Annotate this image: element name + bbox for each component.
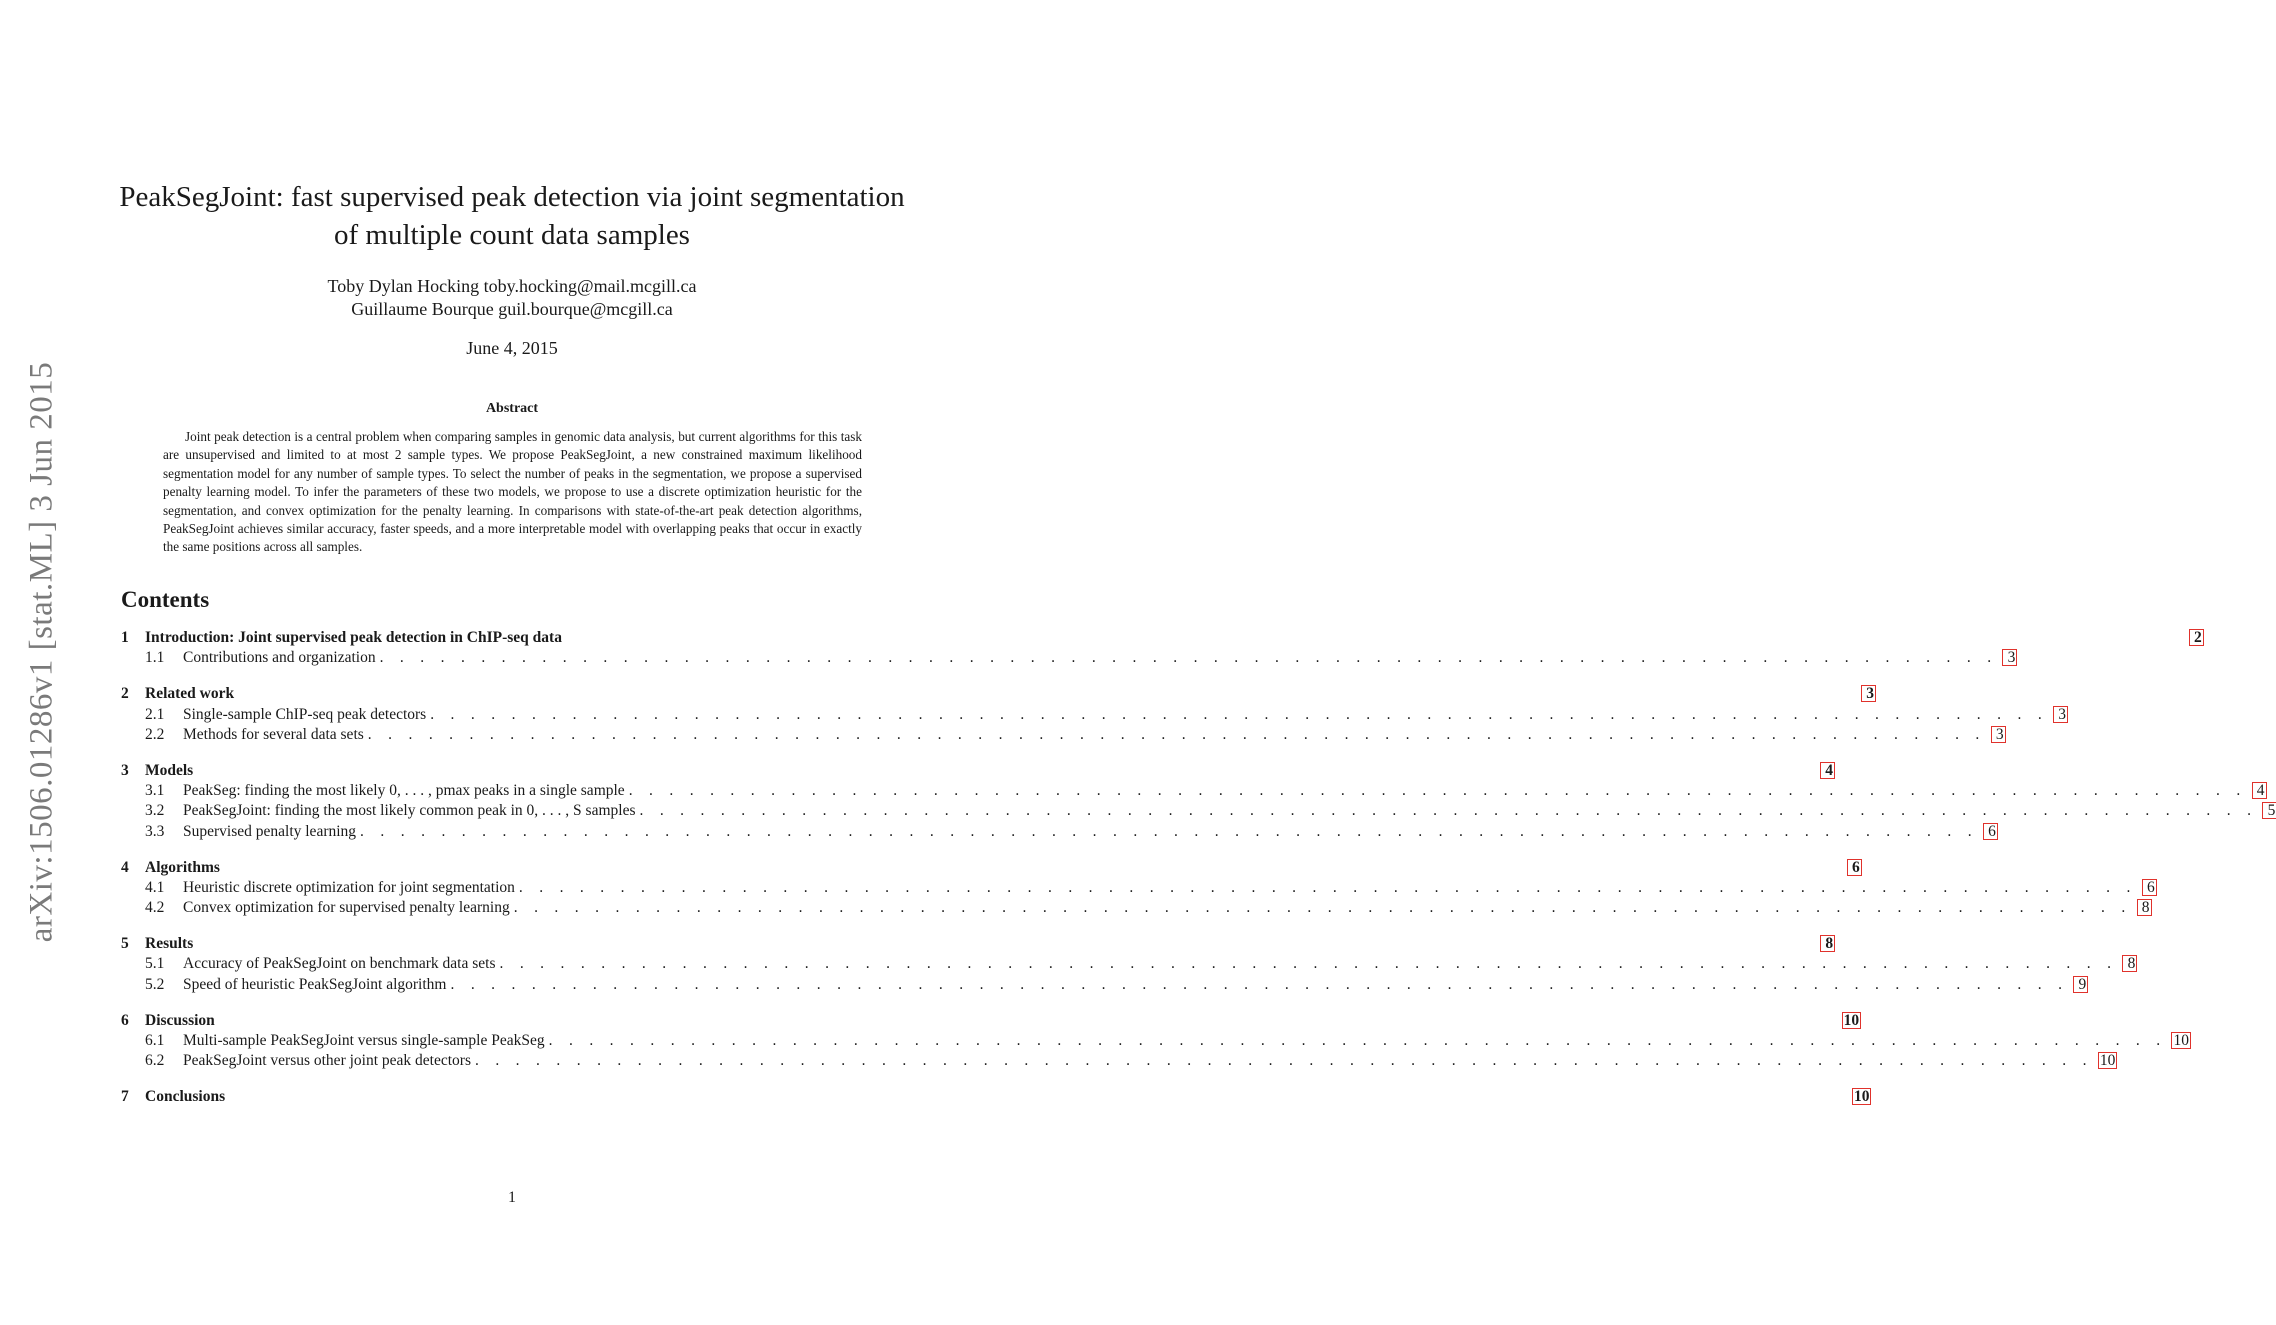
- toc-entry-subsection-4-1[interactable]: [121, 878, 2155, 899]
- toc-section-group: [121, 685, 2067, 746]
- author-line: Guillaume Bourque guil.bourque@mcgill.ca: [351, 299, 673, 319]
- toc-page-link[interactable]: 6: [1984, 824, 1997, 839]
- toc-page-link[interactable]: 3: [1862, 686, 1875, 701]
- toc-page-link[interactable]: 4: [2253, 783, 2266, 798]
- toc-entry-number: 3.2: [145, 802, 165, 820]
- toc-entry-section-3[interactable]: [121, 761, 1834, 782]
- toc-entry-subsection-5-2[interactable]: [121, 975, 2087, 996]
- toc-dot-leader: . . . . . . . . . . . . . . . . . . . . . . . . . . . . . . . . . . . . . . . . . . . . . . . . . . . . . . . . . . . . . . . . . . . . . . . . . . . . . . . .: [518, 878, 2137, 896]
- toc-entry-subsection-2-1[interactable]: [121, 705, 2067, 726]
- toc-entry-number: 6.1: [145, 1032, 165, 1049]
- toc-page-link[interactable]: 3: [1992, 727, 2005, 742]
- toc-dot-leader: . . . . . . . . . . . . . . . . . . . . . . . . . . . . . . . . . . . . . . . . . . . . . . . . . . . . . . . . . . . . . . . . . . . . . . . . . . . . . . . .: [513, 899, 2132, 917]
- toc-page-link[interactable]: 8: [2123, 956, 2136, 971]
- toc-entry-subsection-3-2[interactable]: [121, 802, 2276, 822]
- toc-entry-number: 2.1: [145, 705, 165, 723]
- toc-entry-number: 5.1: [145, 955, 165, 973]
- toc-section-group: [121, 1088, 1870, 1108]
- toc-section-group: [121, 858, 2155, 920]
- toc-page-link[interactable]: 4: [1821, 763, 1834, 778]
- toc-dot-leader: . . . . . . . . . . . . . . . . . . . . . . . . . . . . . . . . . . . . . . . . . . . . . . . . . . . . . . . . . . . . . . . . . . . . . . . . . . . . . . . .: [450, 975, 2069, 993]
- toc-entry-title[interactable]: Methods for several data sets: [183, 725, 364, 743]
- toc-entry-number: 3: [121, 761, 129, 779]
- toc-page-link[interactable]: 6: [2143, 880, 2156, 895]
- toc-entry-title[interactable]: Contributions and organization: [183, 649, 376, 667]
- paper-title: PeakSegJoint: fast supervised peak detection via joint segmentation of multiple count data samples: [119, 181, 905, 251]
- toc-entry-number: 3.1: [145, 782, 165, 800]
- toc-section-group: [121, 1011, 2189, 1073]
- toc-dot-leader: . . . . . . . . . . . . . . . . . . . . . . . . . . . . . . . . . . . . . . . . . . . . . . . . . . . . . . . . . . . . . . . . . . . . . . . . . . . . . . . .: [548, 1032, 2167, 1049]
- toc-dot-leader: . . . . . . . . . . . . . . . . . . . . . . . . . . . . . . . . . . . . . . . . . . . . . . . . . . . . . . . . . . . . . . . . . . . . . . . . . . . . . . . .: [430, 705, 2049, 723]
- toc-page-link[interactable]: 3: [2003, 650, 2016, 665]
- toc-dot-leader: . . . . . . . . . . . . . . . . . . . . . . . . . . . . . . . . . . . . . . . . . . . . . . . . . . . . . . . . . . . . . . . . . . . . . . . . . . . . . . . .: [379, 649, 1998, 667]
- toc-entry-title[interactable]: Supervised penalty learning: [183, 822, 357, 840]
- toc-entry-subsection-6-2[interactable]: [121, 1052, 2116, 1072]
- toc-entry-number: 5.2: [145, 975, 165, 993]
- paper-date: June 4, 2015: [466, 338, 558, 358]
- toc-entry-section-4[interactable]: [121, 858, 1860, 879]
- toc-entry-subsection-3-1[interactable]: [121, 782, 2265, 802]
- toc-entry-subsection-4-2[interactable]: [121, 899, 2150, 919]
- author-line: Toby Dylan Hocking toby.hocking@mail.mcgill.ca: [327, 276, 697, 296]
- toc-entry-number: 4: [121, 858, 129, 876]
- toc-dot-leader: . . . . . . . . . . . . . . . . . . . . . . . . . . . . . . . . . . . . . . . . . . . . . . . . . . . . . . . . . . . . . . . . . . . . . . . . . . . . . . . .: [474, 1052, 2093, 1070]
- toc-entry-title[interactable]: PeakSegJoint: finding the most likely common peak in 0, . . . , S samples: [183, 802, 636, 820]
- toc-entry-title[interactable]: Heuristic discrete optimization for joint segmentation: [183, 878, 515, 896]
- toc-entry-section-7[interactable]: [121, 1088, 1870, 1108]
- toc-entry-title[interactable]: Speed of heuristic PeakSegJoint algorithm: [183, 975, 447, 993]
- toc-entry-section-2[interactable]: [121, 685, 1874, 705]
- toc-section-group: [121, 935, 2136, 996]
- toc-entry-title[interactable]: Algorithms: [145, 858, 220, 876]
- toc-page-link[interactable]: 5: [2263, 803, 2276, 818]
- toc-page-link[interactable]: 8: [2138, 900, 2151, 915]
- toc-entry-title[interactable]: Introduction: Joint supervised peak detection in ChIP-seq data: [145, 629, 562, 646]
- toc-page-link[interactable]: 3: [2054, 707, 2067, 722]
- toc-dot-leader: . . . . . . . . . . . . . . . . . . . . . . . . . . . . . . . . . . . . . . . . . . . . . . . . . . . . . . . . . . . . . . . . . . . . . . . . . . . . . . . .: [360, 822, 1978, 840]
- toc-entry-section-6[interactable]: [121, 1011, 1860, 1032]
- abstract-text: Joint peak detection is a central problem when comparing samples in genomic data analysis, but current algorithms for this task are unsupervised and limited to at most 2 sample types. We propose PeakSegJoint, a new constrained maximum likelihood segmentation model for any number of sample types. To select the number of peaks in the segmentation, we propose a supervised penalty learning model. To infer the parameters of these two models, we propose to use a discrete optimization heuristic for the segmentation, and convex optimization for the penalty learning. In comparisons with state-of-the-art peak detection algorithms, PeakSegJoint achieves similar accuracy, faster speeds, and a more interpretable model with overlapping peaks that occur in exactly the same positions across all samples.: [163, 429, 862, 555]
- toc-entry-section-5[interactable]: [121, 935, 1834, 955]
- toc-page-link[interactable]: 2: [2190, 630, 2203, 645]
- toc-entry-number: 2: [121, 685, 129, 703]
- toc-entry-title[interactable]: PeakSegJoint versus other joint peak detectors: [183, 1052, 471, 1070]
- toc-entry-subsection-6-1[interactable]: [121, 1032, 2189, 1052]
- arxiv-identifier-stamp: arXiv:1506.01286v1 [stat.ML] 3 Jun 2015: [23, 361, 60, 943]
- toc-entry-number: 6: [121, 1011, 129, 1029]
- toc-entry-number: 1.1: [145, 649, 165, 667]
- toc-entry-subsection-2-2[interactable]: [121, 725, 2004, 746]
- toc-page-link[interactable]: 10: [2173, 1032, 2189, 1049]
- toc-section-group: [121, 629, 2202, 669]
- toc-entry-number: 2.2: [145, 725, 165, 743]
- toc-dot-leader: . . . . . . . . . . . . . . . . . . . . . . . . . . . . . . . . . . . . . . . . . . . . . . . . . . . . . . . . . . . . . . . . . . . . . . . . . . . . . . . .: [639, 802, 2258, 820]
- toc-entry-title[interactable]: Conclusions: [145, 1088, 226, 1106]
- contents-heading: Contents: [121, 587, 210, 612]
- toc-dot-leader: . . . . . . . . . . . . . . . . . . . . . . . . . . . . . . . . . . . . . . . . . . . . . . . . . . . . . . . . . . . . . . . . . . . . . . . . . . . . . . . .: [499, 955, 2118, 973]
- toc-entry-title[interactable]: Results: [145, 935, 194, 953]
- toc-page-link[interactable]: 8: [1821, 936, 1834, 951]
- page-number: 1: [508, 1189, 516, 1206]
- toc-entry-section-1[interactable]: [121, 629, 2202, 649]
- toc-dot-leader: . . . . . . . . . . . . . . . . . . . . . . . . . . . . . . . . . . . . . . . . . . . . . . . . . . . . . . . . . . . . . . . . . . . . . . . . . . . . . . . .: [628, 782, 2247, 800]
- toc-entry-number: 4.1: [145, 878, 165, 896]
- toc-entry-number: 6.2: [145, 1052, 165, 1070]
- toc-entry-subsection-5-1[interactable]: [121, 955, 2136, 975]
- toc-entry-number: 1: [121, 629, 129, 646]
- toc-entry-title[interactable]: Accuracy of PeakSegJoint on benchmark data sets: [183, 955, 496, 973]
- toc-entry-number: 3.3: [145, 822, 165, 840]
- toc-entry-number: 4.2: [145, 899, 165, 917]
- abstract-heading: Abstract: [485, 401, 539, 416]
- toc-entry-title[interactable]: PeakSeg: finding the most likely 0, . . . , pmax peaks in a single sample: [183, 782, 625, 800]
- toc-section-group: [121, 761, 2276, 843]
- toc-entry-title[interactable]: Related work: [145, 685, 235, 703]
- toc-page-link[interactable]: 9: [2074, 977, 2087, 992]
- toc-entry-title[interactable]: Convex optimization for supervised penalty learning: [183, 899, 510, 917]
- toc-entry-title[interactable]: Discussion: [145, 1011, 215, 1029]
- toc-entry-number: 5: [121, 935, 129, 953]
- toc-page-link[interactable]: 10: [1843, 1011, 1860, 1029]
- toc-entry-subsection-1-1[interactable]: [121, 649, 2016, 669]
- author-block: [112, 275, 912, 321]
- toc-page-link[interactable]: 10: [2099, 1052, 2116, 1070]
- toc-entry-title[interactable]: Multi-sample PeakSegJoint versus single-sample PeakSeg: [183, 1032, 545, 1049]
- toc-entry-title[interactable]: Single-sample ChIP-seq peak detectors: [183, 705, 427, 723]
- toc-dot-leader: . . . . . . . . . . . . . . . . . . . . . . . . . . . . . . . . . . . . . . . . . . . . . . . . . . . . . . . . . . . . . . . . . . . . . . . . . . . . . . . .: [367, 725, 1986, 743]
- toc-entry-number: 7: [121, 1088, 129, 1106]
- toc-entry-title[interactable]: Models: [145, 761, 194, 779]
- table-of-contents: [121, 629, 2276, 1125]
- toc-page-link[interactable]: 10: [1853, 1088, 1870, 1106]
- toc-entry-subsection-3-3[interactable]: [121, 822, 1996, 843]
- toc-page-link[interactable]: 6: [1848, 860, 1861, 875]
